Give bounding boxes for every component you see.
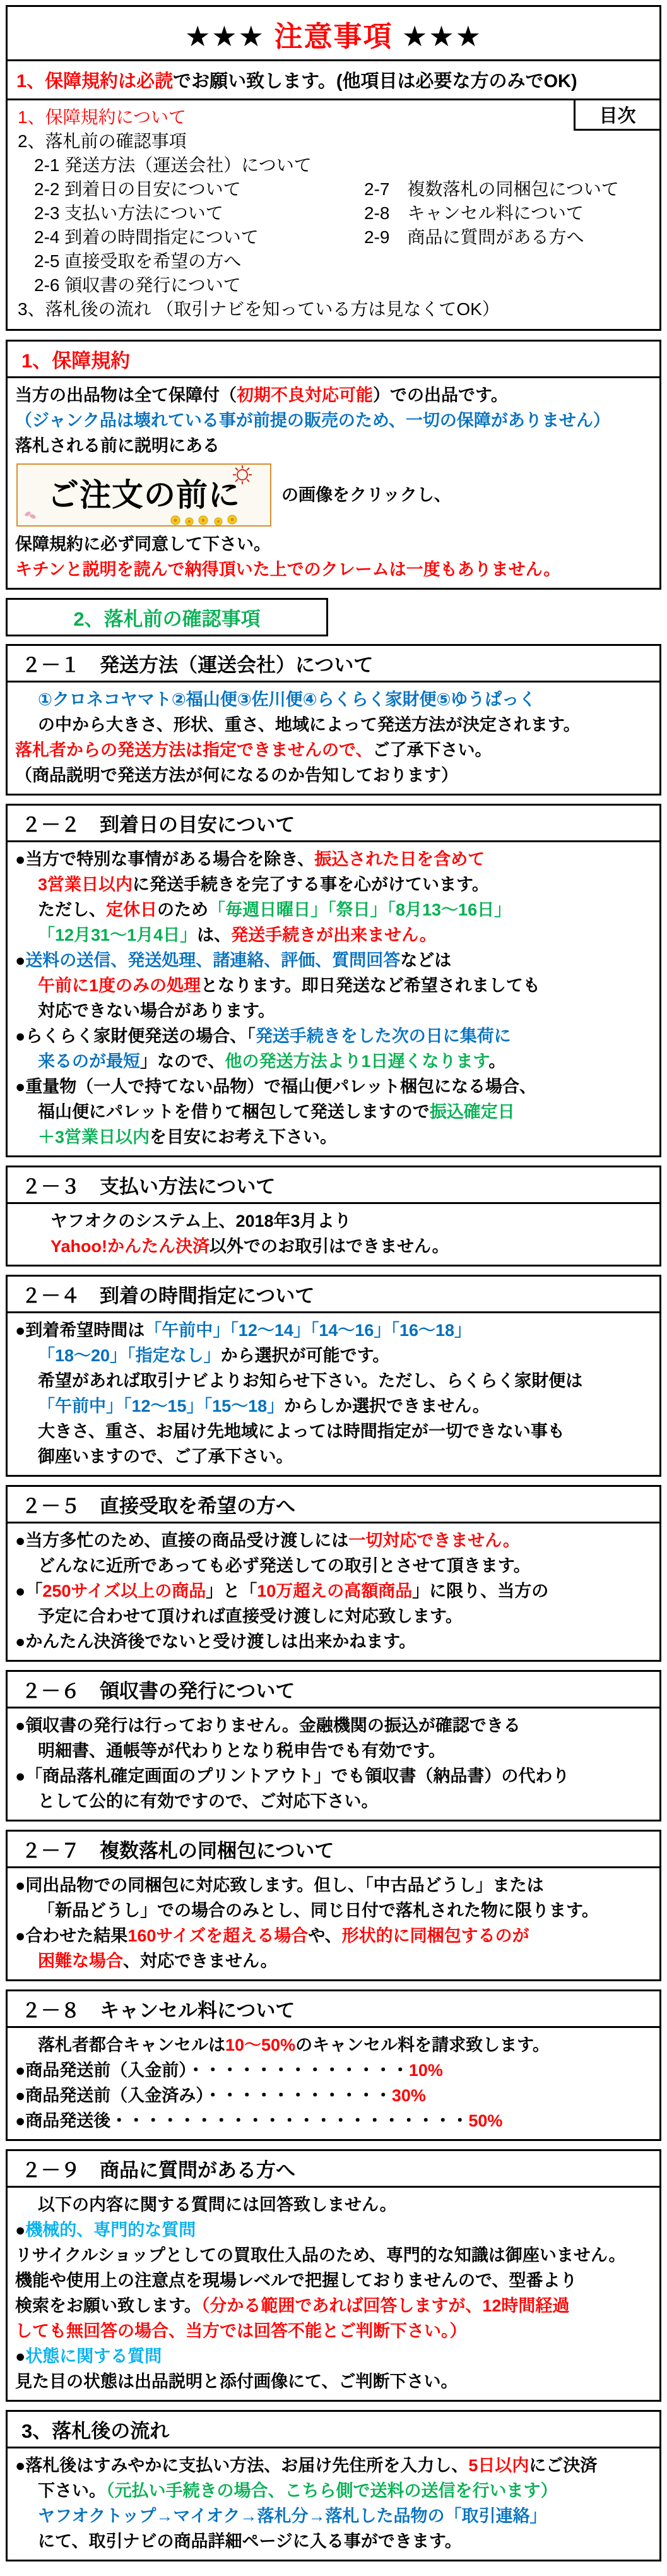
text-segment: ヤフオクのシステム上、2018年3月より (50, 1212, 351, 1231)
text-segment: （元払い手続きの場合、こちら側で送料の送信を行います） (106, 2481, 558, 2500)
toc-item: 2-5 直接受取を希望の方へ (34, 251, 242, 271)
text-line (11, 1629, 657, 1654)
text-segment: ● (15, 1077, 26, 1096)
text-segment: 「商品落札確定画面のプリントアウト」でも領収書（納品書）の代わり (25, 1767, 570, 1786)
text-segment: 送料の送信、発送処理、諸連絡、評価、質問回答 (25, 951, 401, 970)
text-line (11, 1948, 657, 1974)
text-segment: 御座いますので、ご了承下さい。 (38, 1447, 293, 1466)
text-segment: キチンと説明を読んで納得頂いた上でのクレームは一度もありません。 (15, 560, 561, 579)
text-line (11, 948, 657, 973)
text-segment: 困難な場合 (38, 1952, 123, 1971)
text-segment: ● (15, 1926, 26, 1945)
text-line (11, 1368, 657, 1393)
sec-2-8-body (8, 2028, 659, 2139)
toc-item: 2-9 商品に質問がある方へ (364, 227, 584, 247)
text-segment: 予定に合わせて頂ければ直接受け渡しに対応致します。 (38, 1607, 463, 1626)
toc-item: 2-2 到着日の目安について (34, 179, 241, 199)
text-segment: ● (15, 1767, 26, 1786)
sec-1-title: 1、保障規約 (8, 342, 659, 378)
sec-2-5 (6, 1485, 661, 1662)
sec-2-7-title: ２－７ 複数落札の同梱包について (8, 1832, 659, 1868)
text-segment: 初期不良対応可能 (237, 386, 373, 405)
text-line (11, 408, 657, 433)
text-line (11, 1789, 657, 1814)
text-segment: どんなに近所であっても必ず発送しての取引とさせて頂きます。 (38, 1556, 531, 1575)
sec-2-3-body (8, 1204, 659, 1265)
text-segment: ①クロネコヤマト②福山便③佐川便④らくらく家財便⑤ゆうぱっく (38, 690, 536, 709)
sec-1-body (8, 378, 659, 588)
text-line (11, 1393, 657, 1419)
text-segment: 午前に1度のみの処理 (38, 976, 201, 995)
text-segment: 保障規約に必ず同意して下さい。 (15, 535, 271, 554)
sec-2-6-body (8, 1708, 659, 1820)
text-segment: 落札後はすみやかに支払い方法、お届け先住所を入力し、 (25, 2456, 469, 2475)
text-line (11, 2083, 657, 2108)
sec-2-9 (6, 2149, 661, 2402)
text-line (11, 872, 657, 897)
text-segment: ヤフオクトップ→マイオク→落札分→落札した品物の「取引連絡」 (38, 2507, 547, 2525)
text-segment: は、 (197, 926, 232, 945)
text-segment: となります。即日発送など希望されましても (201, 976, 540, 995)
text-segment: ● (15, 2086, 26, 2105)
sec-2-1 (6, 644, 661, 796)
text-segment: 定休日 (106, 900, 157, 919)
text-line (11, 2369, 657, 2394)
text-segment: （ジャンク品は壊れている事が前提の販売のため、一切の保障がありません） (15, 411, 610, 430)
text-line (11, 2503, 657, 2529)
toc-item: 2-7 複数落札の同梱包について (364, 179, 619, 199)
text-segment: ● (15, 2347, 26, 2366)
toc-item: 3、落札後の流れ （取引ナビを知っている方は見なくてOK） (18, 299, 500, 319)
sec-2-4-title: ２－４ 到着の時間指定について (8, 1277, 659, 1313)
text-segment: リサイクルショップとしての買取仕入品のため、専門的な知識は御座いません。 (15, 2246, 626, 2265)
text-line (11, 1124, 657, 1150)
text-segment: ）での出品です。 (373, 386, 508, 405)
text-segment: や、 (308, 1926, 342, 1945)
text-line (11, 2032, 657, 2058)
text-line (11, 1604, 657, 1629)
text-line (11, 2293, 657, 2318)
text-line (11, 1763, 657, 1789)
text-segment: 50% (468, 2111, 503, 2130)
text-segment: 10～50% (225, 2036, 296, 2054)
sec-2-1-body (8, 683, 659, 794)
text-segment: Yahoo!かんたん決済 (50, 1237, 210, 1256)
text-segment: 他の発送方法より1日遅くなります (225, 1052, 489, 1071)
text-segment: 3営業日以内 (38, 875, 133, 894)
page-title (8, 7, 659, 61)
sec-2-8 (6, 1989, 661, 2141)
text-line (11, 1074, 657, 1099)
sec-2-3 (6, 1166, 661, 1267)
banner-row (16, 463, 657, 527)
text-line (11, 2318, 657, 2344)
text-segment: 「 (25, 1582, 43, 1601)
text-segment: かんたん決済後でないと受け渡しは出来かねます。 (25, 1632, 416, 1651)
text-segment: ただし、 (38, 900, 106, 919)
text-segment: にご決済 (529, 2456, 598, 2475)
text-segment: でお願い致します。(他項目は必要な方のみでOK) (173, 71, 577, 92)
text-segment: （分かる範囲であれば回答しますが、12時間経過 (201, 2296, 570, 2315)
text-segment: 振込確定日 (429, 1102, 515, 1121)
sec-2-8-title: ２－８ キャンセル料について (8, 1991, 659, 2028)
toc-right-list (364, 177, 619, 249)
text-segment: 「午前中」「12～14」「14～16」「16～18」 (145, 1321, 472, 1340)
sec-2-7 (6, 1830, 661, 1981)
toc-item: 2-3 支払い方法について (34, 203, 223, 223)
text-line (11, 2243, 657, 2268)
sec-2-6-title: ２－６ 領収書の発行について (8, 1672, 659, 1708)
text-segment: 当方で特別な事情がある場合を除き、 (25, 850, 315, 869)
text-segment: ● (15, 2221, 26, 2239)
sec-2-7-body (8, 1868, 659, 1979)
text-segment: ● (15, 1321, 26, 1340)
text-segment: しても無回答の場合、当方では回答不能とご判断下さい。） (15, 2322, 467, 2340)
header-box (6, 5, 661, 331)
text-segment: のため (157, 900, 208, 919)
sec-3 (6, 2410, 661, 2561)
text-segment: 」なので、 (140, 1052, 225, 1071)
text-segment: 250サイズ以上の商品 (42, 1582, 206, 1601)
text-segment: などは (400, 951, 452, 970)
text-line (11, 1208, 657, 1234)
text-segment: ● (15, 850, 26, 869)
text-line (11, 1023, 657, 1049)
text-segment: ● (15, 1632, 26, 1651)
text-segment: から選択が可能です。 (220, 1346, 390, 1365)
text-line (11, 1578, 657, 1604)
text-segment: 合わせた結果 (25, 1926, 128, 1945)
text-segment: 同出品物での同梱包に対応致します。但し、「中古品どうし」または (25, 1876, 544, 1895)
text-segment: 30% (391, 2086, 426, 2105)
text-segment: ＋3営業日以内 (38, 1128, 150, 1147)
sec-3-title: 3、落札後の流れ (8, 2412, 659, 2448)
sec-2-4-body (8, 1313, 659, 1475)
order-notice-banner-image[interactable] (16, 463, 271, 527)
text-line (11, 847, 657, 872)
table-of-contents (8, 100, 659, 329)
text-segment: 1、保障規約は必読 (16, 71, 174, 92)
text-line (11, 1234, 657, 1259)
text-segment: ● (15, 2111, 26, 2130)
text-segment: 160サイズを超える場合 (127, 1926, 309, 1945)
text-segment: 当方多忙のため、直接の商品受け渡しには (25, 1531, 349, 1550)
text-segment: 明細書、通帳等が代わりとなり税申告でも有効です。 (38, 1741, 446, 1760)
text-segment: ● (15, 2456, 26, 2475)
toc-item: 2-4 到着の時間指定について (34, 227, 259, 247)
text-segment: 見た目の状態は出品説明と添付画像にて、ご判断下さい。 (15, 2372, 458, 2391)
text-segment: 商品発送後・・・・・・・・・・・・・・・・・・・・・ (25, 2111, 469, 2130)
text-segment: 領収書の発行は行っておりません。金融機関の振込が確認できる (25, 1716, 521, 1735)
text-line (11, 1049, 657, 1074)
text-segment: ● (15, 1027, 26, 1046)
sec-2-2-body (8, 842, 659, 1155)
text-segment: 重量物（一人で持てない品物）で福山便パレット梱包になる場合、 (25, 1077, 537, 1096)
text-segment: 以外でのお取引はできません。 (210, 1237, 449, 1256)
sec-2-4 (6, 1275, 661, 1477)
text-line (11, 2529, 657, 2554)
text-segment: 「新品どうし」での場合のみとし、同じ日付で落札された物に限ります。 (38, 1901, 599, 1920)
sec-2-9-title: ２－９ 商品に質問がある方へ (8, 2151, 659, 2188)
toc-item: 2-6 領収書の発行について (34, 275, 241, 295)
text-line (11, 1099, 657, 1124)
text-segment: 「毎週日曜日」「祭日」「8月13～16日」 (208, 900, 512, 919)
text-segment: 発送手続きが出来ません。 (231, 926, 437, 945)
text-segment: 落札者からの発送方法は指定できませんので、 (15, 741, 373, 760)
text-segment: 落札者都合キャンセルは (38, 2036, 225, 2054)
text-segment: 機械的、専門的な質問 (25, 2221, 196, 2239)
star-decoration-left: ★★★ (184, 20, 265, 52)
sec-2-9-body (8, 2188, 659, 2400)
text-line (11, 2217, 657, 2243)
text-segment: ● (15, 2061, 26, 2080)
text-segment: からしか選択できません。 (284, 1397, 490, 1416)
text-segment: 」に限り、当方の (412, 1582, 549, 1601)
text-line (11, 687, 657, 712)
text-line (11, 2192, 657, 2217)
text-line (11, 1873, 657, 1898)
text-line (11, 1553, 657, 1578)
text-segment: 10% (408, 2061, 443, 2080)
text-segment: 以下の内容に関する質問には回答致しません。 (38, 2195, 397, 2214)
text-segment: 検索をお願い致します。 (15, 2296, 201, 2315)
text-segment: 商品発送前（入金前）・・・・・・・・・・・・・ (25, 2061, 409, 2080)
text-segment: 「18～20」「指定なし」 (38, 1346, 221, 1365)
text-segment: 「12月31～1月4日」 (38, 926, 198, 945)
sections (6, 340, 661, 2561)
text-segment: 希望があれば取引ナビよりお知らせ下さい。ただし、らくらく家財便は (38, 1371, 583, 1390)
text-line (11, 737, 657, 763)
text-segment: として公的に有効ですので、ご対応下さい。 (38, 1792, 379, 1811)
text-segment: ● (15, 1876, 26, 1895)
must-read-notice (8, 61, 659, 100)
text-segment: に発送手続きを完了する事を心がけています。 (133, 875, 489, 894)
page-title-text: 注意事項 (274, 20, 393, 52)
text-segment: 下さい。 (38, 2481, 106, 2500)
text-line (11, 1713, 657, 1738)
text-segment: 来るのが最短 (38, 1052, 140, 1071)
sec-2-2 (6, 804, 661, 1157)
text-line (11, 1343, 657, 1368)
toc-item: 2-8 キャンセル料について (364, 203, 584, 223)
text-segment: 。 (488, 1052, 506, 1071)
sec-2-2-title: ２－２ 到着日の目安について (8, 806, 659, 842)
sec-1 (6, 340, 661, 590)
text-line (11, 1738, 657, 1763)
sec-2-3-title: ２－３ 支払い方法について (8, 1167, 659, 1204)
text-segment: 当方の出品物は全て保障付（ (15, 386, 237, 405)
text-segment: ● (15, 1582, 26, 1601)
text-segment: 発送手続きをした次の日に集荷に (255, 1027, 511, 1046)
sec-3-body (8, 2448, 659, 2560)
text-line (11, 1898, 657, 1923)
text-segment: らくらく家財便発送の場合、「 (25, 1027, 256, 1046)
text-line (11, 2108, 657, 2133)
sec-2-5-title: ２－５ 直接受取を希望の方へ (8, 1487, 659, 1524)
sec-2-5-body (8, 1524, 659, 1660)
text-segment: ● (15, 951, 26, 970)
text-segment: ご了承下さい。 (372, 741, 492, 760)
text-line (11, 2344, 657, 2369)
text-segment: 、対応できません。 (123, 1952, 278, 1971)
text-line (11, 998, 657, 1023)
text-segment: 「午前中」「12～15」「15～18」 (38, 1397, 285, 1416)
text-line (11, 2453, 657, 2478)
toc-item: 2、落札前の確認事項 (18, 131, 187, 151)
text-segment: 5日以内 (468, 2456, 529, 2475)
text-line (11, 1528, 657, 1553)
text-line (11, 712, 657, 737)
text-line (11, 1419, 657, 1444)
text-segment: の中から大きさ、形状、重さ、地域によって発送方法が決定されます。 (38, 715, 581, 734)
text-line (11, 897, 657, 922)
text-segment: 到着希望時間は (25, 1321, 145, 1340)
text-segment: のキャンセル料を請求致します。 (295, 2036, 550, 2054)
toc-label: 目次 (574, 100, 659, 131)
text-segment: 福山便にパレットを借りて梱包して発送しますので (38, 1102, 430, 1121)
text-segment: 一切対応できません。 (348, 1531, 520, 1550)
text-segment: にて、取引ナビの商品詳細ページに入る事ができます。 (38, 2532, 462, 2551)
text-segment: 商品発送前（入金済み）・・・・・・・・・・・ (25, 2086, 392, 2105)
banner-caption: の画像をクリックし、 (281, 486, 451, 504)
text-line (11, 433, 657, 458)
text-segment: 振込された日を含めて (314, 850, 485, 869)
sec-2-6 (6, 1670, 661, 1822)
text-segment: ● (15, 1716, 26, 1735)
text-line (11, 763, 657, 788)
text-line (11, 922, 657, 948)
text-line (11, 383, 657, 408)
banner-text: ご注文の前に (47, 477, 240, 513)
text-line (11, 2478, 657, 2503)
text-segment: 」と「 (206, 1582, 257, 1601)
text-segment: （商品説明で発送方法が何になるのか告知しております） (15, 766, 458, 785)
text-segment: 対応できない場合があります。 (38, 1001, 275, 1020)
text-segment: 10万超えの高額商品 (257, 1582, 413, 1601)
text-segment: 落札される前に説明にある (15, 436, 220, 455)
star-decoration-right: ★★★ (402, 20, 483, 52)
text-line (11, 2268, 657, 2293)
toc-item: 1、保障規約について (18, 107, 187, 127)
text-line (11, 1444, 657, 1469)
text-line (11, 532, 657, 557)
text-segment: ● (15, 1531, 26, 1550)
text-segment: 機能や使用上の注意点を現場レベルで把握しておりませんので、型番より (15, 2271, 577, 2290)
text-line (11, 2058, 657, 2083)
text-segment: 形状的に同梱包するのが (341, 1926, 529, 1945)
text-segment: を目安にお考え下さい。 (150, 1128, 338, 1147)
text-segment: 状態に関する質問 (25, 2347, 162, 2366)
toc-item: 2-1 発送方法（運送会社）について (34, 155, 312, 175)
sec-2-1-title: ２－１ 発送方法（運送会社）について (8, 646, 659, 683)
text-line (11, 973, 657, 998)
text-line (11, 1318, 657, 1343)
text-line (11, 557, 657, 582)
text-segment: 大きさ、重さ、お届け先地域によっては時間指定が一切できない事も (38, 1422, 565, 1441)
sec-2-title: 2、落札前の確認事項 (6, 598, 328, 636)
text-line (11, 1923, 657, 1948)
